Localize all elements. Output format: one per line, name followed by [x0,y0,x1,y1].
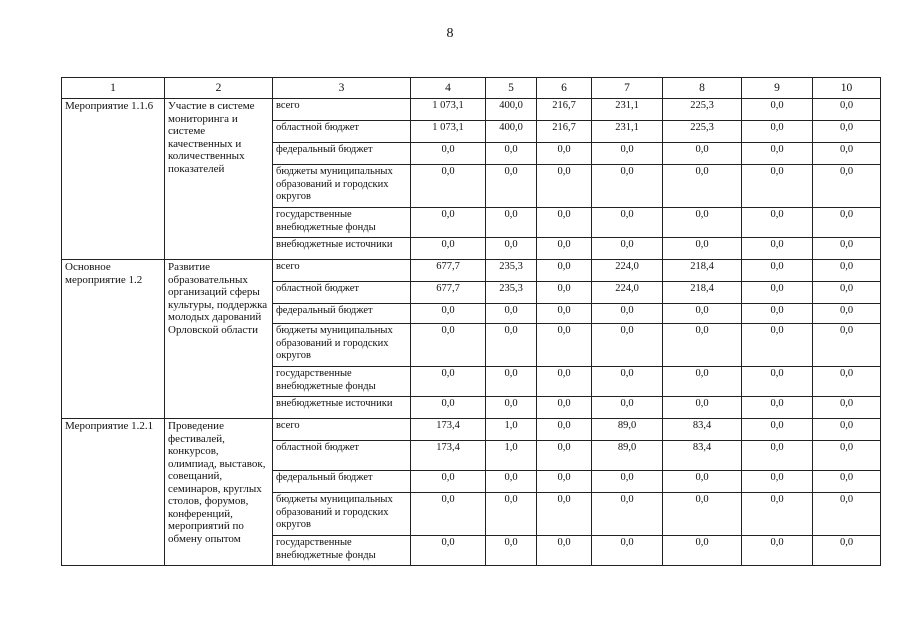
funding-source-cell: федеральный бюджет [273,304,411,324]
value-cell: 400,0 [486,121,537,143]
funding-source-cell: внебюджетные источники [273,397,411,419]
table-row [62,99,881,121]
value-cell: 0,0 [663,143,742,165]
value-cell: 0,0 [663,238,742,260]
funding-source-cell: бюджеты муниципальных образований и городских округов [273,165,411,208]
value-cell: 0,0 [813,208,881,238]
value-cell: 0,0 [813,238,881,260]
event-cell: Мероприятие 1.1.6 [62,99,165,260]
value-cell: 0,0 [663,471,742,493]
funding-source-cell: федеральный бюджет [273,471,411,493]
value-cell: 0,0 [537,367,592,397]
value-cell: 0,0 [742,304,813,324]
table-body [62,99,881,566]
value-cell: 0,0 [813,143,881,165]
value-cell: 0,0 [742,121,813,143]
column-header: 4 [411,78,486,99]
value-cell: 1,0 [486,419,537,441]
value-cell: 0,0 [742,441,813,471]
description-cell: Проведение фестивалей, конкурсов, олимпиад, выставок, совещаний, семинаров, круглых столов, форумов, конференций, мероприятий по обмену опытом [165,419,273,566]
value-cell: 0,0 [742,208,813,238]
column-header: 9 [742,78,813,99]
value-cell: 0,0 [742,238,813,260]
value-cell: 89,0 [592,419,663,441]
value-cell: 0,0 [592,208,663,238]
value-cell: 0,0 [813,536,881,566]
value-cell: 0,0 [663,397,742,419]
value-cell: 216,7 [537,121,592,143]
table-row [62,260,881,282]
column-header: 7 [592,78,663,99]
funding-source-cell: государственные внебюджетные фонды [273,536,411,566]
value-cell: 0,0 [742,367,813,397]
funding-source-cell: государственные внебюджетные фонды [273,367,411,397]
value-cell: 83,4 [663,419,742,441]
value-cell: 173,4 [411,441,486,471]
value-cell: 0,0 [486,324,537,367]
value-cell: 89,0 [592,441,663,471]
funding-source-cell: бюджеты муниципальных образований и городских округов [273,324,411,367]
column-header: 2 [165,78,273,99]
value-cell: 235,3 [486,260,537,282]
value-cell: 0,0 [813,165,881,208]
value-cell: 1 073,1 [411,99,486,121]
value-cell: 224,0 [592,260,663,282]
header-row [62,78,881,99]
value-cell: 0,0 [592,367,663,397]
value-cell: 0,0 [813,99,881,121]
value-cell: 0,0 [663,536,742,566]
value-cell: 0,0 [742,324,813,367]
value-cell: 0,0 [411,397,486,419]
value-cell: 677,7 [411,282,486,304]
funding-source-cell: областной бюджет [273,282,411,304]
value-cell: 0,0 [742,471,813,493]
value-cell: 0,0 [813,397,881,419]
value-cell: 0,0 [742,165,813,208]
value-cell: 0,0 [537,536,592,566]
value-cell: 0,0 [537,165,592,208]
value-cell: 400,0 [486,99,537,121]
funding-source-cell: федеральный бюджет [273,143,411,165]
value-cell: 225,3 [663,121,742,143]
value-cell: 677,7 [411,260,486,282]
value-cell: 0,0 [742,143,813,165]
value-cell: 0,0 [486,397,537,419]
funding-source-cell: всего [273,99,411,121]
funding-source-cell: внебюджетные источники [273,238,411,260]
value-cell: 0,0 [592,471,663,493]
value-cell: 0,0 [537,493,592,536]
column-header: 10 [813,78,881,99]
value-cell: 0,0 [742,536,813,566]
value-cell: 0,0 [486,536,537,566]
value-cell: 0,0 [537,208,592,238]
value-cell: 231,1 [592,121,663,143]
value-cell: 0,0 [537,260,592,282]
value-cell: 0,0 [486,367,537,397]
value-cell: 0,0 [663,324,742,367]
value-cell: 0,0 [537,324,592,367]
value-cell: 218,4 [663,282,742,304]
column-header: 5 [486,78,537,99]
value-cell: 0,0 [813,282,881,304]
value-cell: 0,0 [537,419,592,441]
value-cell: 0,0 [486,238,537,260]
event-cell: Основное мероприятие 1.2 [62,260,165,419]
table-row [62,419,881,441]
value-cell: 0,0 [411,208,486,238]
value-cell: 0,0 [592,324,663,367]
value-cell: 0,0 [813,260,881,282]
value-cell: 218,4 [663,260,742,282]
value-cell: 0,0 [537,238,592,260]
value-cell: 0,0 [537,304,592,324]
value-cell: 0,0 [592,304,663,324]
value-cell: 0,0 [411,238,486,260]
value-cell: 0,0 [411,165,486,208]
value-cell: 0,0 [742,493,813,536]
value-cell: 0,0 [411,324,486,367]
value-cell: 0,0 [486,208,537,238]
value-cell: 0,0 [813,419,881,441]
value-cell: 0,0 [486,493,537,536]
column-header: 1 [62,78,165,99]
value-cell: 0,0 [813,493,881,536]
value-cell: 0,0 [537,397,592,419]
column-header: 3 [273,78,411,99]
value-cell: 225,3 [663,99,742,121]
value-cell: 0,0 [486,143,537,165]
value-cell: 0,0 [742,282,813,304]
column-header: 6 [537,78,592,99]
value-cell: 231,1 [592,99,663,121]
value-cell: 83,4 [663,441,742,471]
value-cell: 0,0 [592,397,663,419]
funding-source-cell: областной бюджет [273,441,411,471]
value-cell: 0,0 [813,304,881,324]
page-number: 8 [446,26,454,41]
value-cell: 0,0 [592,493,663,536]
value-cell: 0,0 [813,471,881,493]
funding-source-cell: всего [273,419,411,441]
value-cell: 0,0 [411,367,486,397]
value-cell: 0,0 [537,441,592,471]
value-cell: 0,0 [592,238,663,260]
event-cell: Мероприятие 1.2.1 [62,419,165,566]
value-cell: 1,0 [486,441,537,471]
value-cell: 0,0 [813,441,881,471]
value-cell: 0,0 [592,143,663,165]
value-cell: 0,0 [537,282,592,304]
value-cell: 216,7 [537,99,592,121]
value-cell: 224,0 [592,282,663,304]
value-cell: 0,0 [592,165,663,208]
value-cell: 0,0 [411,143,486,165]
value-cell: 0,0 [663,208,742,238]
value-cell: 0,0 [663,304,742,324]
value-cell: 0,0 [813,367,881,397]
value-cell: 0,0 [742,99,813,121]
value-cell: 0,0 [537,143,592,165]
funding-source-cell: областной бюджет [273,121,411,143]
value-cell: 0,0 [486,165,537,208]
value-cell: 0,0 [411,536,486,566]
description-cell: Развитие образовательных организаций сферы культуры, поддержка молодых дарований Орловской области [165,260,273,419]
value-cell: 0,0 [742,419,813,441]
value-cell: 0,0 [813,324,881,367]
value-cell: 0,0 [663,367,742,397]
value-cell: 0,0 [592,536,663,566]
value-cell: 0,0 [486,304,537,324]
value-cell: 0,0 [537,471,592,493]
funding-source-cell: всего [273,260,411,282]
value-cell: 0,0 [813,121,881,143]
value-cell: 0,0 [411,493,486,536]
value-cell: 235,3 [486,282,537,304]
value-cell: 173,4 [411,419,486,441]
funding-source-cell: государственные внебюджетные фонды [273,208,411,238]
value-cell: 1 073,1 [411,121,486,143]
funding-source-cell: бюджеты муниципальных образований и городских округов [273,493,411,536]
column-header: 8 [663,78,742,99]
value-cell: 0,0 [663,165,742,208]
budget-table [61,77,881,566]
value-cell: 0,0 [486,471,537,493]
description-cell: Участие в системе мониторинга и системе качественных и количественных показателей [165,99,273,260]
value-cell: 0,0 [663,493,742,536]
value-cell: 0,0 [742,397,813,419]
value-cell: 0,0 [411,304,486,324]
value-cell: 0,0 [742,260,813,282]
value-cell: 0,0 [411,471,486,493]
